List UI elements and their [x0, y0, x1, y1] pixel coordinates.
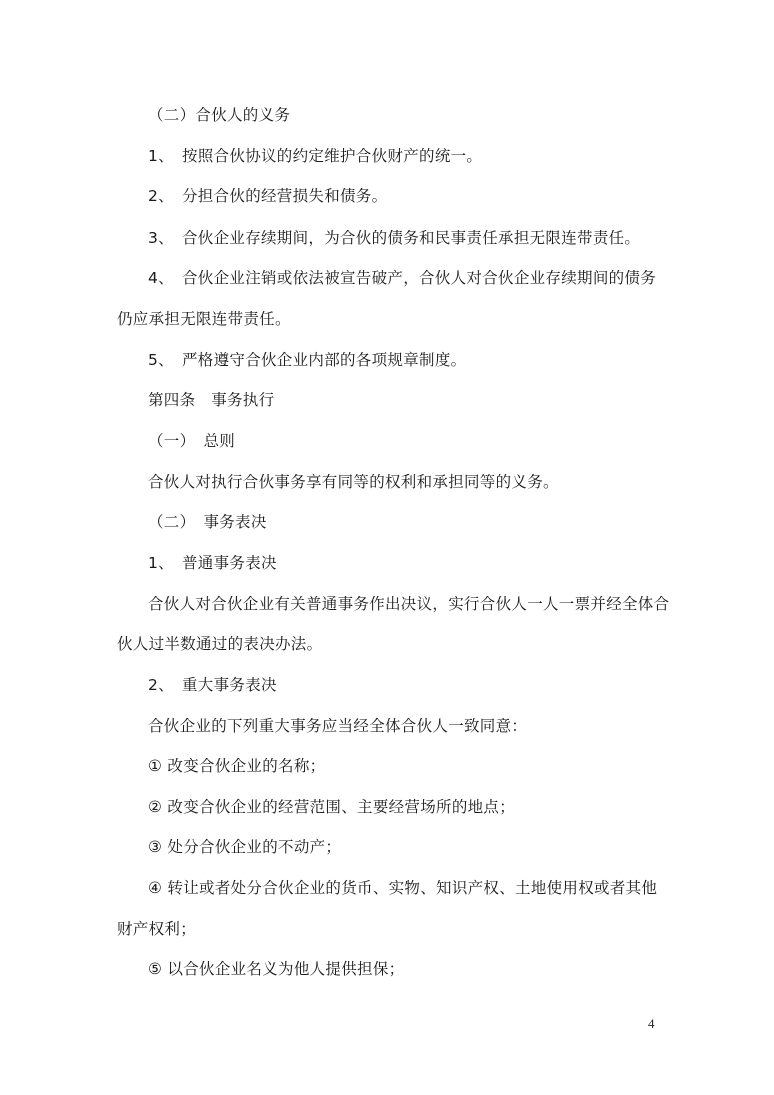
obligation-item-4-continued: 仍应承担无限连带责任。 — [117, 310, 291, 328]
obligation-item-1: 1、 按照合伙协议的约定维护合伙财产的统一。 — [148, 147, 483, 165]
obligation-item-5: 5、 严格遵守合伙企业内部的各项规章制度。 — [148, 351, 467, 369]
obligation-item-4: 4、 合伙企业注销或依法被宣告破产，合伙人对合伙企业存续期间的债务 — [148, 269, 657, 287]
major-matter-item-3: ③ 处分合伙企业的不动产； — [148, 838, 342, 856]
major-matter-item-4: ④ 转让或者处分合伙企业的货币、实物、知识产权、土地使用权或者其他 — [148, 879, 658, 897]
article-four-heading: 第四条 事务执行 — [148, 391, 275, 409]
ordinary-matters-paragraph: 合伙人对合伙企业有关普通事务作出决议，实行合伙人一人一票并经全体合 — [148, 595, 670, 613]
major-matter-item-5: ⑤ 以合伙企业名义为他人提供担保； — [148, 960, 405, 978]
ordinary-matters-paragraph-continued: 伙人过半数通过的表决办法。 — [117, 635, 323, 653]
obligation-item-2: 2、 分担合伙的经营损失和债务。 — [148, 187, 388, 205]
major-matter-item-2: ② 改变合伙企业的经营范围、主要经营场所的地点； — [148, 798, 516, 816]
page-number: 4 — [648, 1016, 655, 1031]
ordinary-matters-heading: 1、 普通事务表决 — [148, 554, 277, 572]
subsection-voting-heading: （二） 事务表决 — [148, 513, 267, 531]
section-heading-partner-obligations: （二）合伙人的义务 — [148, 106, 291, 124]
general-paragraph: 合伙人对执行合伙事务享有同等的权利和承担同等的义务。 — [148, 473, 559, 491]
major-matter-item-1: ① 改变合伙企业的名称； — [148, 757, 326, 775]
major-matter-item-4-continued: 财产权利； — [117, 920, 197, 938]
major-matters-intro: 合伙企业的下列重大事务应当经全体合伙人一致同意： — [148, 717, 528, 735]
obligation-item-3: 3、 合伙企业存续期间，为合伙的债务和民事责任承担无限连带责任。 — [148, 229, 641, 247]
major-matters-heading: 2、 重大事务表决 — [148, 676, 277, 694]
subsection-general-heading: （一） 总则 — [148, 432, 236, 450]
